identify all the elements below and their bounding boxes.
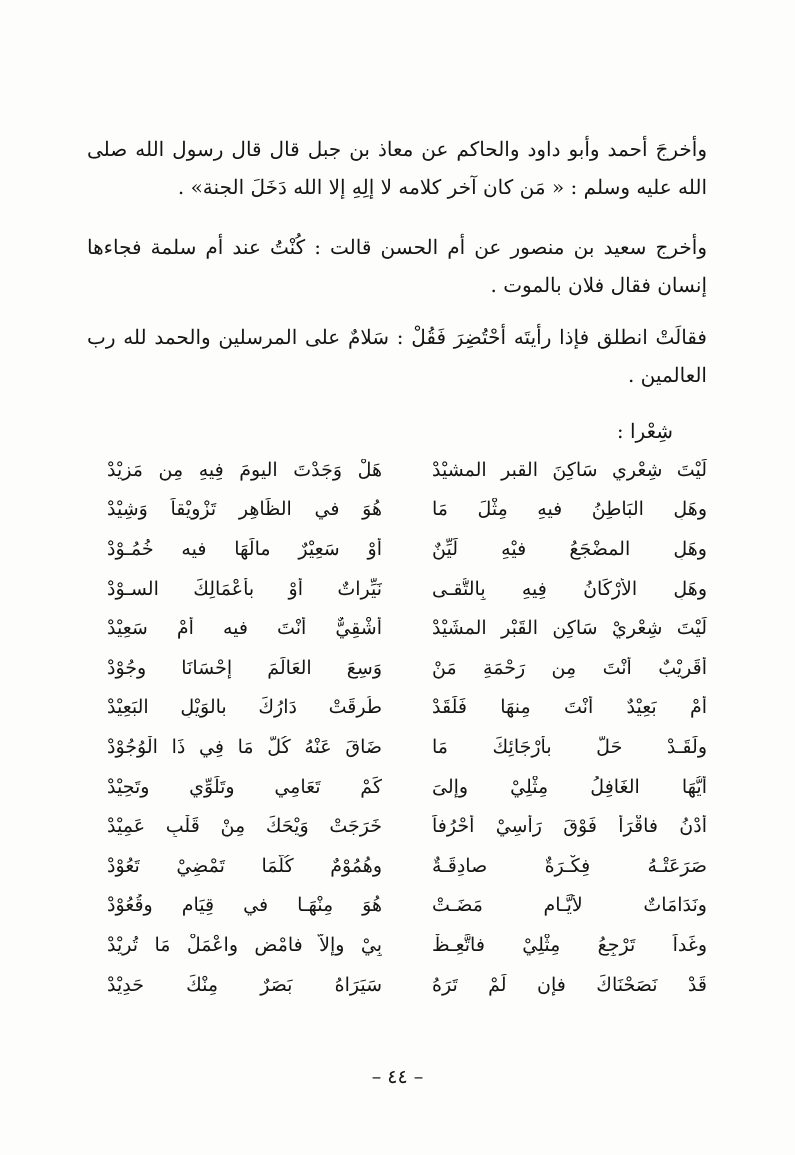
paragraph-umm-salama: وأخرج سعيد بن منصور عن أم الحسن قالت : كُنْتُ عند أم سلمة فجاءها إنسان فقال فلان بالموت .: [87, 235, 707, 297]
verse-line: [107, 490, 707, 530]
verse-line: [107, 886, 707, 926]
verse-line: [107, 965, 707, 1005]
verse-first-hemistich: وهَلِ المضْجَعُ فيْهِ لَيِّنٌ: [432, 537, 707, 560]
verse-second-hemistich: سَيَرَاهُ بَصَرٌ مِنْكَ حَدِيْدْ: [107, 973, 382, 996]
verse-first-hemistich: وهَلِ الأَرْكَانُ فِيهِ بِالتُّقـى: [432, 577, 707, 600]
verse-second-hemistich: هَلْ وَجَدْتَ اليومَ فِيهِ مِن مَزِيْدْ: [107, 458, 382, 481]
verse-first-hemistich: لَيْتَ شِعْرِيْ سَاكِنِ القَبْرِ المشَيْدْ: [432, 617, 707, 640]
verse-first-hemistich: صَرَعَتْـهُ فِكْـرَةٌ صادِقَـةٌ: [432, 854, 707, 877]
verse-second-hemistich: كَمْ تَعَامِي وتَلَوِّي وتَحِيْدْ: [107, 775, 382, 798]
verse-second-hemistich: ضَاقَ عَنْهُ كُلُّ مَا فِي ذَا الْوُجُوْدْ: [107, 735, 382, 758]
verse-second-hemistich: أوْ سَعِيْرٌ مالَهَا فيه خُمُـوْدْ: [107, 537, 382, 560]
verse-line: [107, 846, 707, 886]
verse-second-hemistich: أشْقِيٌّ أنْتَ فيه أمْ سَعِيْدْ: [107, 617, 382, 640]
poem-title: شِعْرا :: [616, 419, 673, 443]
poem-verses: [107, 450, 707, 1004]
verse-second-hemistich: بِيْ وإلاَّ فامْضِ واعْمَلْ مَا تُرِيْدْ: [107, 933, 382, 956]
verse-second-hemistich: هُوَ مِنْهَـا في قِيَامٍ وقُعُوْدْ: [107, 894, 382, 917]
verse-second-hemistich: هُوَ في الظَاهِرِ تَزْوِيْقاً وَشِيْدْ: [107, 498, 382, 521]
verse-first-hemistich: ونَدَامَاتٌ لأيَّـامٍ مَضَـتْ: [432, 894, 707, 917]
verse-first-hemistich: أُدْنُ فاقْرَأْ فَوْقَ رَأْسِيْ أحْرُفاً: [432, 815, 707, 838]
verse-second-hemistich: طُرِقَتْ دَارُكَ بالوَيْلِ البَعِيْدْ: [107, 696, 382, 719]
verse-first-hemistich: لَيْتَ شِعْرِي سَاكِنَ القبرِ المشيْدْ: [432, 458, 707, 481]
verse-second-hemistich: نَيِّراتٌ أوْ بأعْمَالِكَ السـوْدْ: [107, 577, 382, 600]
verse-second-hemistich: خَرَجَتْ وَيْحَكَ مِنْ قَلْبِ عَمِيْدْ: [107, 815, 382, 838]
verse-line: [107, 648, 707, 688]
verse-line: [107, 450, 707, 490]
paragraph-hadith-muadh: وأخرجَ أحمد وأبو داود والحاكم عن معاذ بن جبل قال قال رسول الله صلى الله عليه وسلم : « مَن كان آخر كلامه لا إلِهِ إلا الله دَخَلَ الجنة» .: [87, 137, 707, 199]
verse-first-hemistich: ولَقَـدْ حَلَّ بأرْجَائِكَ مَا: [432, 735, 707, 758]
verse-first-hemistich: أَيُّهَا الغَافِلُ مِثْلِيْ وإلىَ: [432, 775, 707, 798]
verse-first-hemistich: وغَداً تَرْجِعُ مِثْلِيْ فاتَّعِـظْ: [432, 933, 707, 956]
verse-line: [107, 688, 707, 728]
verse-second-hemistich: وَسِعَ العَالَمَ إحْسَانَا وجُوْدْ: [107, 656, 382, 679]
verse-first-hemistich: وهَلِ البَاطِنُ فيهِ مِثْلَ مَا: [432, 498, 707, 521]
verse-line: [107, 767, 707, 807]
paragraph-salam-mursalin: فقالَتْ انطلق فإذا رأيتَه أحْتُضِرَ فَقُلْ : سَلامٌ على المرسلين والحمد لله رب العالمين .: [87, 325, 707, 387]
verse-line: [107, 925, 707, 965]
page-number: – ٤٤ –: [371, 1066, 424, 1088]
verse-first-hemistich: قَدْ نَصَحْنَاكَ فإن لَمْ تَرَهُ: [432, 973, 707, 996]
verse-first-hemistich: أمْ بَعِيْدٌ أنْتَ مِنهَا فَلَقَدْ: [432, 696, 707, 719]
verse-line: [107, 529, 707, 569]
verse-first-hemistich: أقَرِيْبٌ أنْتَ مِن رَحْمَةِ مَنْ: [432, 656, 707, 679]
verse-line: [107, 727, 707, 767]
verse-line: [107, 569, 707, 609]
verse-line: [107, 608, 707, 648]
verse-second-hemistich: وهُمُوْمٌ كُلَّمَا تَمْضِيْ تَعُوْدْ: [107, 854, 382, 877]
verse-line: [107, 806, 707, 846]
